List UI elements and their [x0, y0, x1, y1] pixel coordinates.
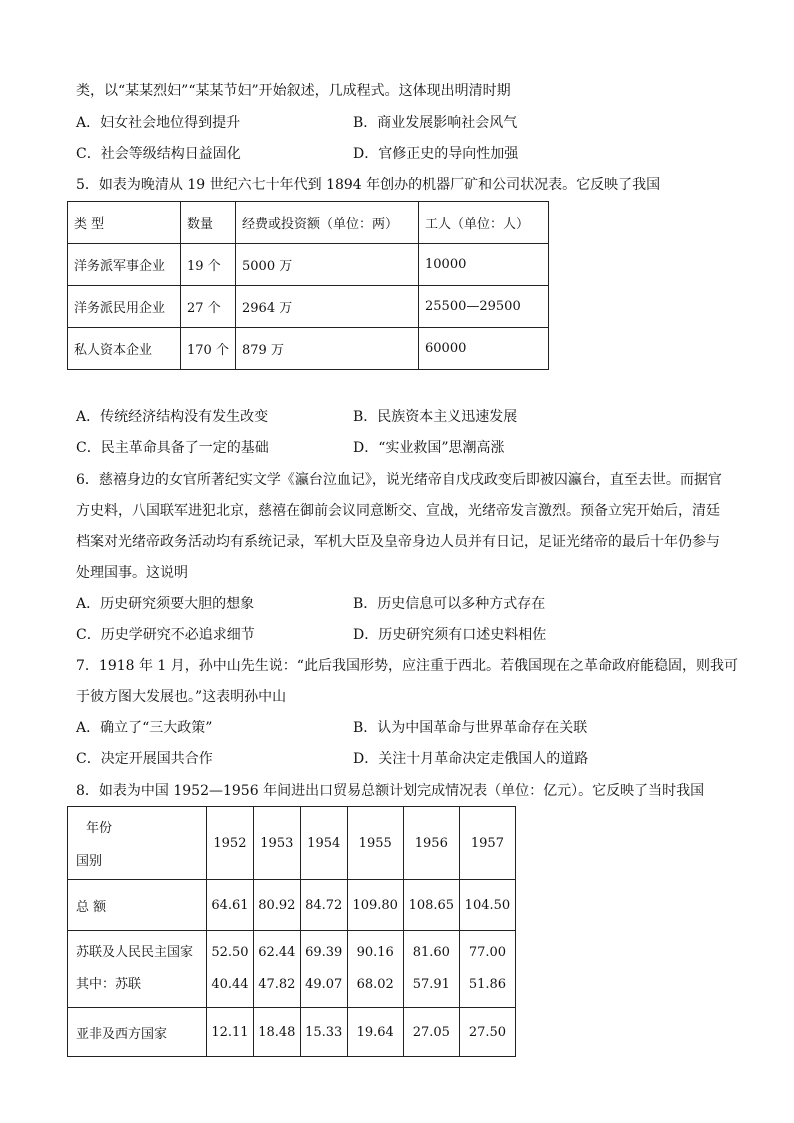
- table-cell: 84.72: [300, 880, 347, 931]
- table-cell: 27.05: [403, 1008, 459, 1057]
- table-cell: 64.61: [207, 880, 254, 931]
- table-cell: 19.64: [347, 1008, 403, 1057]
- table-header-row: [68, 202, 549, 244]
- table-cell: 104.50: [459, 880, 515, 931]
- table-row: [68, 931, 516, 1008]
- table-cell: [403, 931, 459, 1008]
- q7-option-b: B．认为中国革命与世界革命存在关联: [353, 720, 588, 736]
- table-header-cell: 1953: [253, 807, 300, 880]
- table-row: [68, 880, 516, 931]
- q6-option-d: D．历史研究须有口述史料相佐: [353, 627, 547, 643]
- table-cell: 80.92: [253, 880, 300, 931]
- table-cell: 60000: [419, 328, 549, 370]
- q5-option-b: B．民族资本主义迅速发展: [353, 409, 518, 425]
- q5-option-d: D．“实业救国”思潮高涨: [353, 440, 505, 456]
- table-row-label: 亚非及西方国家: [68, 1008, 207, 1057]
- table-header-cell: 经费或投资额（单位：两）: [236, 202, 419, 244]
- table-cell: 2964 万: [236, 286, 419, 328]
- table-value: 40.44: [211, 977, 249, 992]
- q7-option-d: D．关注十月革命决定走俄国人的道路: [353, 751, 589, 767]
- table-cell: 私人资本企业: [68, 328, 181, 370]
- table-corner-bottom: 国别: [76, 854, 103, 869]
- table-cell: 170 个: [181, 328, 236, 370]
- table-corner-top: 年份: [86, 821, 113, 836]
- table-cell: 18.48: [253, 1008, 300, 1057]
- table-header-cell: 1957: [459, 807, 515, 880]
- q7-option-a: A．确立了“三大政策”: [76, 720, 213, 736]
- table-value: 69.39: [305, 945, 343, 960]
- q8-stem: 8．如表为中国 1952—1956 年间进出口贸易总额计划完成情况表（单位：亿元）。它反映了当时我国: [76, 783, 705, 799]
- soviet-bloc-label: 苏联及人民民主国家: [76, 945, 194, 960]
- q4-option-b: B．商业发展影响社会风气: [353, 115, 518, 131]
- table-row-label: 总 额: [68, 880, 207, 931]
- factory-table: [67, 201, 549, 370]
- q7-option-c: C．决定开展国共合作: [76, 751, 213, 767]
- table-cell: 19 个: [181, 244, 236, 286]
- table-cell: [207, 931, 254, 1008]
- table-value: 49.07: [305, 977, 343, 992]
- q4-option-c: C．社会等级结构日益固化: [76, 146, 241, 162]
- table-header-cell: 工人（单位：人）: [419, 202, 549, 244]
- table-corner-cell: [68, 807, 207, 880]
- table-cell: 10000: [419, 244, 549, 286]
- table-header-row: [68, 807, 516, 880]
- table-header-cell: 1954: [300, 807, 347, 880]
- table-value: 52.50: [211, 945, 249, 960]
- table-header-cell: 1955: [347, 807, 403, 880]
- q4-option-d: D．官修正史的导向性加强: [353, 146, 519, 162]
- trade-table: [67, 806, 516, 1057]
- table-cell: 5000 万: [236, 244, 419, 286]
- q6-stem-line-2: 方史料，八国联军进犯北京，慈禧在御前会议同意断交、宣战，光绪帝发言激烈。预备立宪开始后，清廷: [76, 503, 720, 519]
- table-cell: 洋务派军事企业: [68, 244, 181, 286]
- q7-stem-line-1: 7．1918 年 1 月，孙中山先生说：“此后我国形势，应注重于西北。若俄国现在之革命政府能稳固，则我可: [76, 658, 738, 674]
- table-cell: [253, 931, 300, 1008]
- table-cell: [459, 931, 515, 1008]
- table-row: [68, 244, 549, 286]
- table-header-cell: 1956: [403, 807, 459, 880]
- table-cell: 27.50: [459, 1008, 515, 1057]
- q6-option-c: C．历史学研究不必追求细节: [76, 627, 255, 643]
- table-value: 68.02: [356, 977, 394, 992]
- table-cell: 108.65: [403, 880, 459, 931]
- table-header-cell: 1952: [207, 807, 254, 880]
- table-cell: [347, 931, 403, 1008]
- q6-option-a: A．历史研究须要大胆的想象: [76, 596, 255, 612]
- q4-option-a: A．妇女社会地位得到提升: [76, 115, 241, 131]
- table-header-cell: 类 型: [68, 202, 181, 244]
- q5-option-a: A．传统经济结构没有发生改变: [76, 409, 269, 425]
- table-row: [68, 286, 549, 328]
- q6-option-b: B．历史信息可以多种方式存在: [353, 596, 546, 612]
- q6-stem-line-1: 6．慈禧身边的女官所著纪实文学《瀛台泣血记》，说光绪帝自戊戌政变后即被囚瀛台，直至去世。而据官: [76, 472, 722, 488]
- table-value: 81.60: [412, 945, 450, 960]
- table-row: [68, 328, 549, 370]
- table-value: 47.82: [258, 977, 296, 992]
- table-header-cell: 数量: [181, 202, 236, 244]
- table-value: 51.86: [468, 977, 507, 992]
- q6-stem-line-3: 档案对光绪帝政务活动均有系统记录，军机大臣及皇帝身边人员并有日记，足证光绪帝的最后十年仍参与: [76, 534, 720, 550]
- table-cell: 25500—29500: [419, 286, 549, 328]
- q5-stem: 5．如表为晚清从 19 世纪六七十年代到 1894 年创办的机器厂矿和公司状况表。它反映了我国: [76, 177, 661, 193]
- table-value: 62.44: [258, 945, 296, 960]
- q5-option-c: C．民主革命具备了一定的基础: [76, 440, 269, 456]
- table-cell: [300, 931, 347, 1008]
- table-value: 90.16: [356, 945, 394, 960]
- table-cell: 109.80: [347, 880, 403, 931]
- q4-stem-tail: 类，以“某某烈妇”“某某节妇”开始叙述，几成程式。这体现出明清时期: [76, 83, 511, 99]
- table-value: 77.00: [468, 945, 507, 960]
- table-cell: 12.11: [207, 1008, 254, 1057]
- table-cell: 洋务派民用企业: [68, 286, 181, 328]
- table-row-label: [68, 931, 207, 1008]
- table-row: [68, 1008, 516, 1057]
- q7-stem-line-2: 于彼方图大发展也。”这表明孙中山: [76, 689, 287, 705]
- soviet-only-label: 其中：苏联: [76, 977, 142, 992]
- table-cell: 15.33: [300, 1008, 347, 1057]
- table-cell: 879 万: [236, 328, 419, 370]
- table-value: 57.91: [412, 977, 450, 992]
- table-cell: 27 个: [181, 286, 236, 328]
- q6-stem-line-4: 处理国事。这说明: [76, 565, 188, 581]
